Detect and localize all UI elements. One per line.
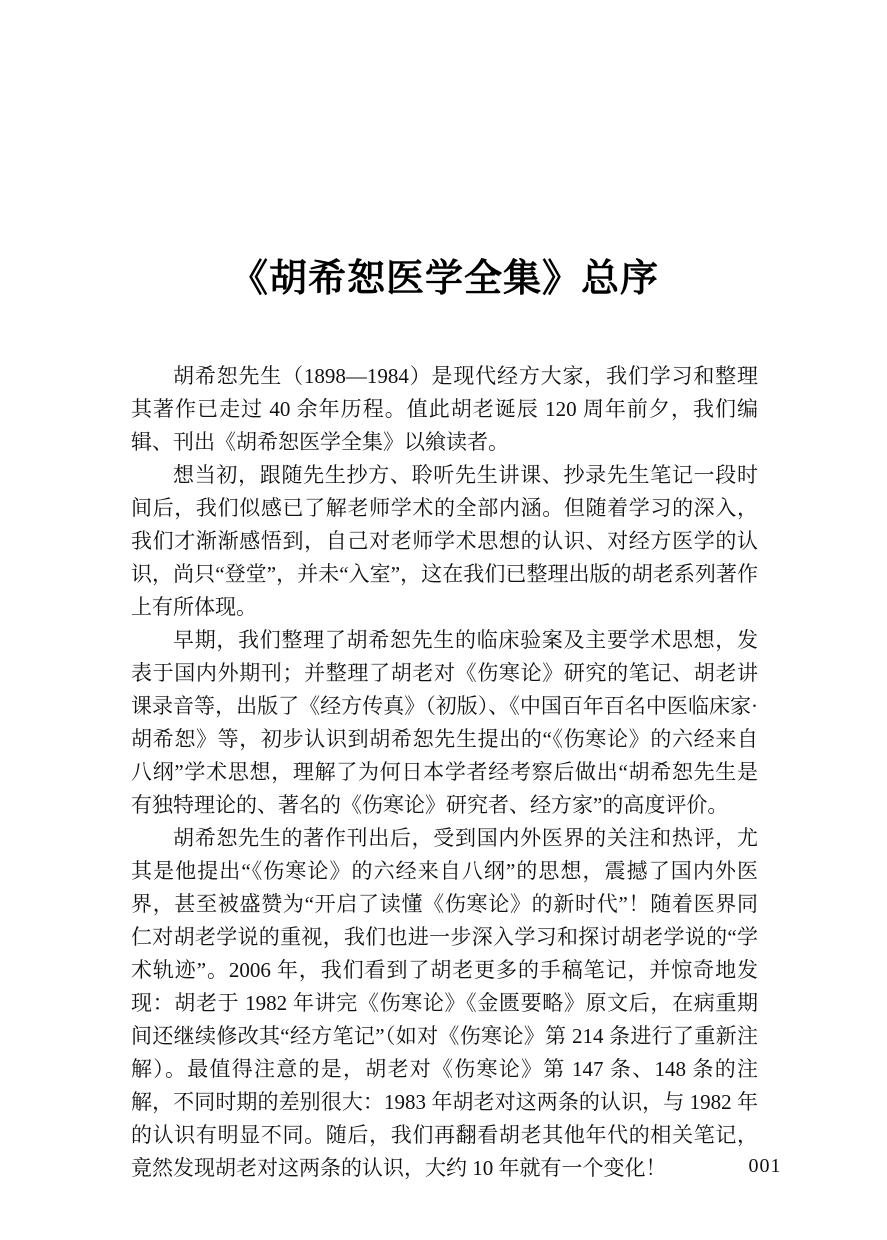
paragraph-1: 胡希恕先生（1898—1984）是现代经方大家，我们学习和整理其著作已走过 40 余年历程。值此胡老诞辰 120 周年前夕，我们编辑、刊出《胡希恕医学全集》以飨读者。 [131,364,758,454]
page-number: 001 [748,1155,782,1177]
paragraph-3: 早期，我们整理了胡希恕先生的临床验案及主要学术思想，发表于国内外期刊；并整理了胡老对《伤寒论》研究的笔记、胡老讲课录音等，出版了《经方传真》（初版）、《中国百年百名中医临床家·胡希恕》等，初步认识到胡希恕先生提出的“《伤寒论》的六经来自八纲”学术思想，理解了为何日本学者经考察后做出“胡希恕先生是有独特理论的、著名的《伤寒论》研究者、经方家”的高度评价。 [131,628,758,817]
paragraph-2: 想当初，跟随先生抄方、聆听先生讲课、抄录先生笔记一段时间后，我们似感已了解老师学术的全部内涵。但随着学习的深入，我们才渐渐感悟到，自己对老师学术思想的认识、对经方医学的认识，尚只“登堂”，并未“入室”，这在我们已整理出版的胡老系列著作上有所体现。 [131,463,758,619]
paragraph-4: 胡希恕先生的著作刊出后，受到国内外医界的关注和热评，尤其是他提出“《伤寒论》的六经来自八纲”的思想，震撼了国内外医界，甚至被盛赞为“开启了读懂《伤寒论》的新时代”！随着医界同仁对胡老学说的重视，我们也进一步深入学习和探讨胡老学说的“学术轨迹”。2006 年，我们看到了胡老更多的手稿笔记，并惊奇地发现：胡老于 1982 年讲完《伤寒论》《金匮要略》原文后，在病重期间还继续修改其“经方笔记”（如对《伤寒论》第 214 条进行了重新注解）。最值得注意的是，胡老对《伤寒论》第 147 条、148 条的注解，不同时期的差别很大：1983 年胡老对这两条的认识，与 1982 年的认识有明显不同。随后，我们再翻看胡老其他年代的相关笔记，竟然发现胡老对这两条的认识，大约 10 年就有一个变化！ [131,826,758,1180]
body-text [131,360,758,1185]
page-title: 《胡希恕医学全集》总序 [229,258,659,301]
